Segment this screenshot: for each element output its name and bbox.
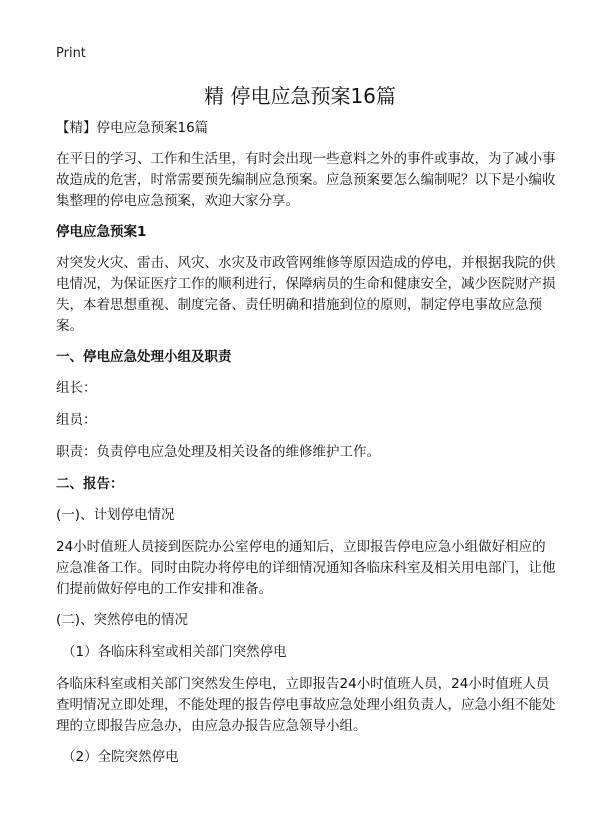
sudden-item2-heading: （2）全院突然停电 [62, 749, 179, 765]
team-leader-line: 组长： [56, 380, 97, 396]
print-label: Print [56, 46, 86, 61]
sudden-item1-paragraph: 各临床科室或相关部门突然发生停电，立即报告24小时值班人员，24小时值班人员查明情况立即处理，不能处理的报告停电事故应急处理小组负责人，应急小组不能处理的立即报告应急办，由应急办报告应急领导小组。 [56, 676, 556, 734]
sudden-outage-heading: (二)、突然停电的情况 [56, 612, 189, 628]
section1-heading: 一、停电应急处理小组及职责 [56, 349, 232, 365]
plan1-heading: 停电应急预案1 [56, 224, 147, 240]
plan1-paragraph: 对突发火灾、雷击、风灾、水灾及市政管网维修等原因造成的停电，并根据我院的供电情况，为保证医疗工作的顺利进行，保障病员的生命和健康安全，减少医院财产损失，本着思想重视、制度完备、责任明确和措施到位的原则，制定停电事故应急预案。 [56, 255, 556, 334]
planned-outage-paragraph: 24小时值班人员接到医院办公室停电的通知后，立即报告停电应急小组做好相应的应急准备工作。同时由院办将停电的详细情况通知各临床科室及相关用电部门，让他们提前做好停电的工作安排和准备。 [56, 539, 556, 597]
planned-outage-heading: (一)、计划停电情况 [56, 507, 175, 523]
page-title: 精 停电应急预案16篇 [204, 84, 396, 108]
team-members-line: 组员： [56, 412, 97, 428]
document-body [56, 118, 556, 779]
intro-label: 【精】停电应急预案16篇 [56, 120, 209, 136]
sudden-item1-heading: （1）各临床科室或相关部门突然停电 [62, 644, 287, 660]
section2-heading: 二、报告： [56, 476, 124, 492]
intro-paragraph: 在平日的学习、工作和生活里，有时会出现一些意料之外的事件或事故，为了减小事故造成的危害，时常需要预先编制应急预案。应急预案要怎么编制呢？以下是小编收集整理的停电应急预案，欢迎大家分享。 [56, 151, 556, 209]
duties-line: 职责：负责停电应急处理及相关设备的维修维护工作。 [56, 444, 380, 460]
